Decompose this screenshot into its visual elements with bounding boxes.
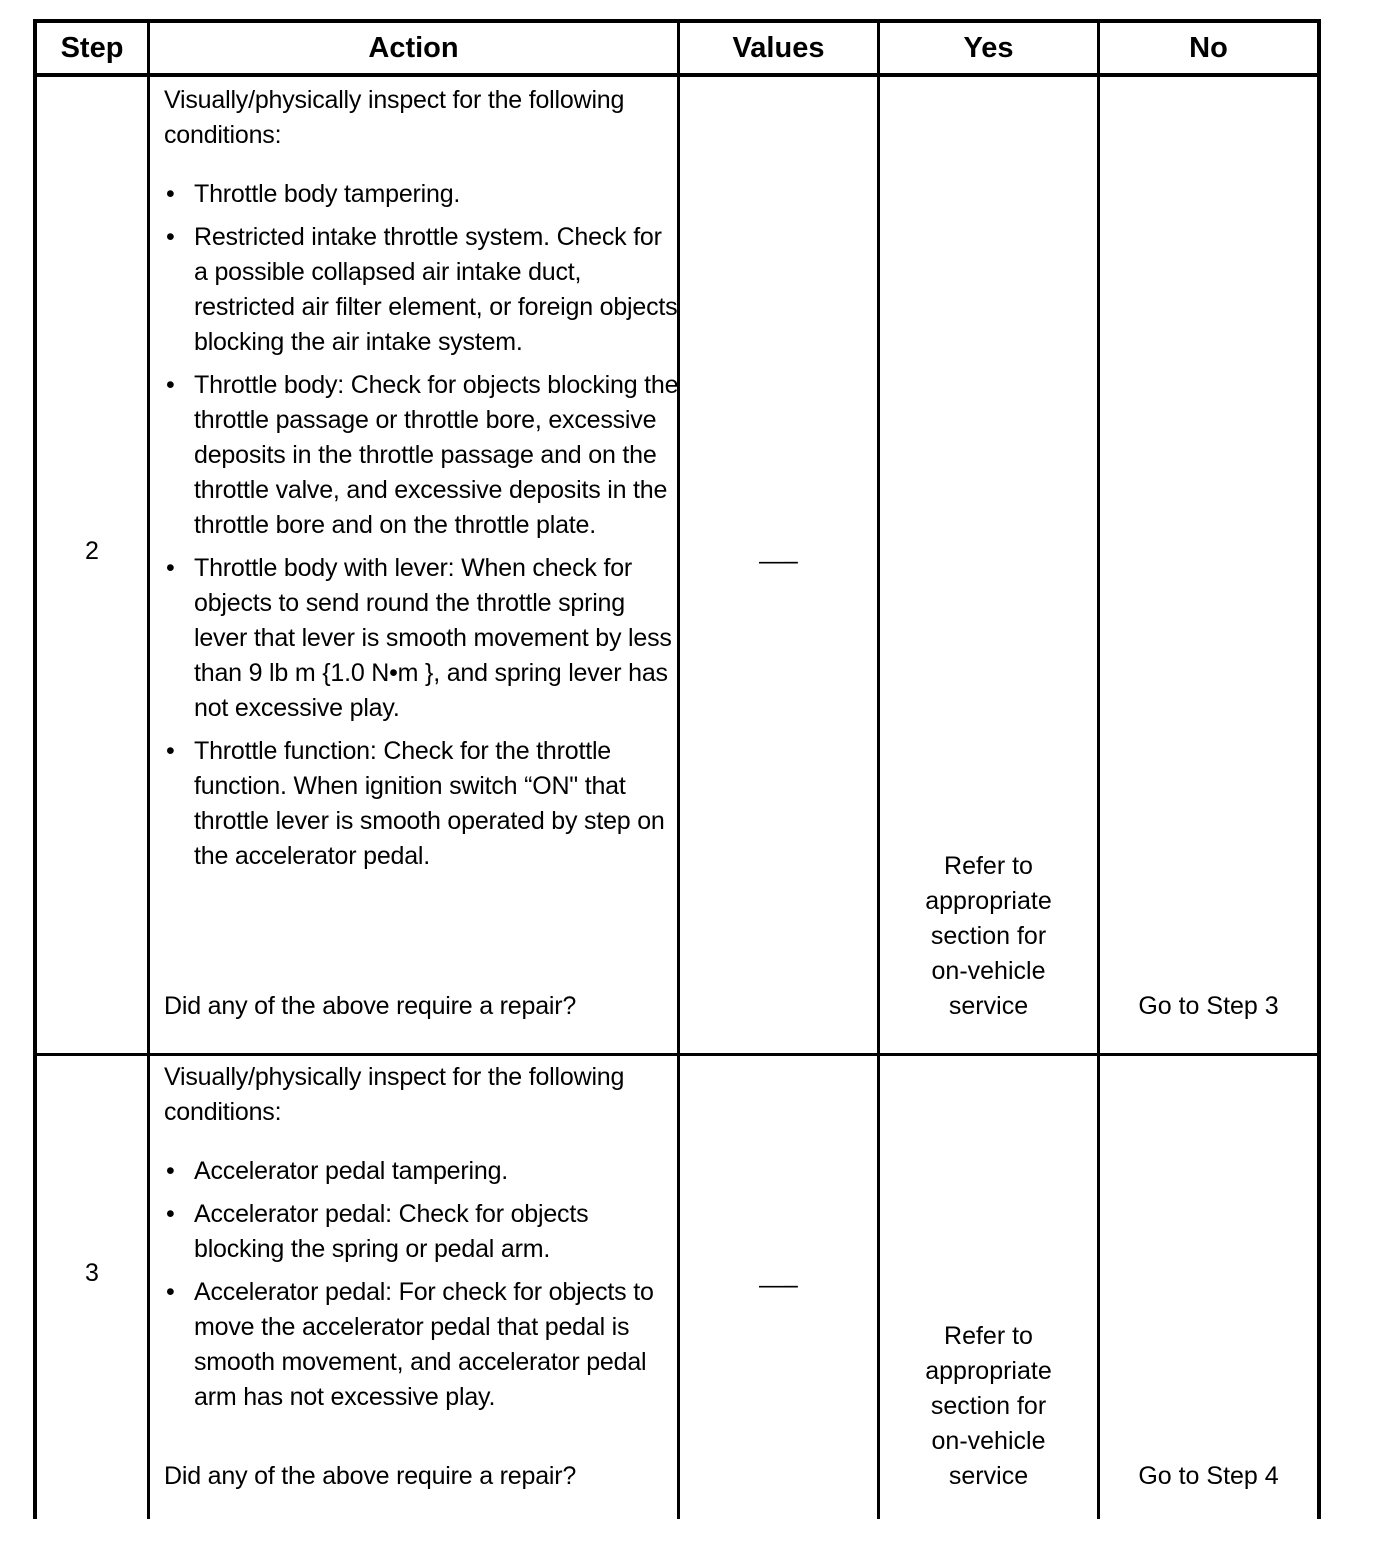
step-number: 2 <box>85 537 99 565</box>
action-intro: Visually/physically inspect for the following conditions: <box>164 1063 625 1126</box>
column-divider <box>877 23 880 1519</box>
list-item: • Accelerator pedal: For check for objects to move the accelerator pedal that pedal is smooth movement, and accelerator pedal arm has not excessive play. <box>166 1278 654 1411</box>
list-item: • Restricted intake throttle system. Check for a possible collapsed air intake duct, restricted air filter element, or foreign objects blocking the air intake system. <box>166 223 678 356</box>
header-yes: Yes <box>963 32 1014 64</box>
action-cell <box>164 83 679 882</box>
condition-list <box>164 177 679 874</box>
yes-cell: Refer to appropriate section for on-vehicle service <box>925 852 1052 1020</box>
diagnostic-table <box>33 19 1321 1519</box>
no-cell: Go to Step 3 <box>1138 992 1279 1020</box>
column-divider <box>147 23 150 1519</box>
header-divider <box>37 73 1317 77</box>
list-item: • Accelerator pedal tampering. <box>166 1157 509 1185</box>
header-action: Action <box>368 32 459 64</box>
values-cell: —– <box>759 547 798 575</box>
action-question: Did any of the above require a repair? <box>164 1462 577 1490</box>
header-no: No <box>1189 32 1228 64</box>
list-item: • Throttle body tampering. <box>166 180 461 208</box>
list-item: • Throttle function: Check for the throttle function. When ignition switch “ON" that throttle lever is smooth operated by step on the accelerator pedal. <box>166 737 665 870</box>
list-item: • Accelerator pedal: Check for objects blocking the spring or pedal arm. <box>166 1200 589 1263</box>
values-cell: —– <box>759 1271 798 1299</box>
yes-cell: Refer to appropriate section for on-vehicle service <box>925 1322 1052 1490</box>
list-item: • Throttle body with lever: When check for objects to send round the throttle spring lever that lever is smooth movement by less than 9 lb m {1.0 N•m }, and spring lever has not excessive play. <box>166 554 672 722</box>
header-values: Values <box>732 32 825 64</box>
column-divider <box>1097 23 1100 1519</box>
no-cell: Go to Step 4 <box>1138 1462 1279 1490</box>
action-cell <box>164 1060 679 1423</box>
condition-list <box>164 1154 679 1415</box>
step-number: 3 <box>85 1259 99 1287</box>
action-intro: Visually/physically inspect for the following conditions: <box>164 86 625 149</box>
list-item: • Throttle body: Check for objects blocking the throttle passage or throttle bore, excessive deposits in the throttle passage and on the throttle valve, and excessive deposits in the throttle bore and on the throttle plate. <box>166 371 679 539</box>
header-step: Step <box>60 32 124 64</box>
action-question: Did any of the above require a repair? <box>164 992 577 1020</box>
row-divider <box>37 1053 1317 1056</box>
